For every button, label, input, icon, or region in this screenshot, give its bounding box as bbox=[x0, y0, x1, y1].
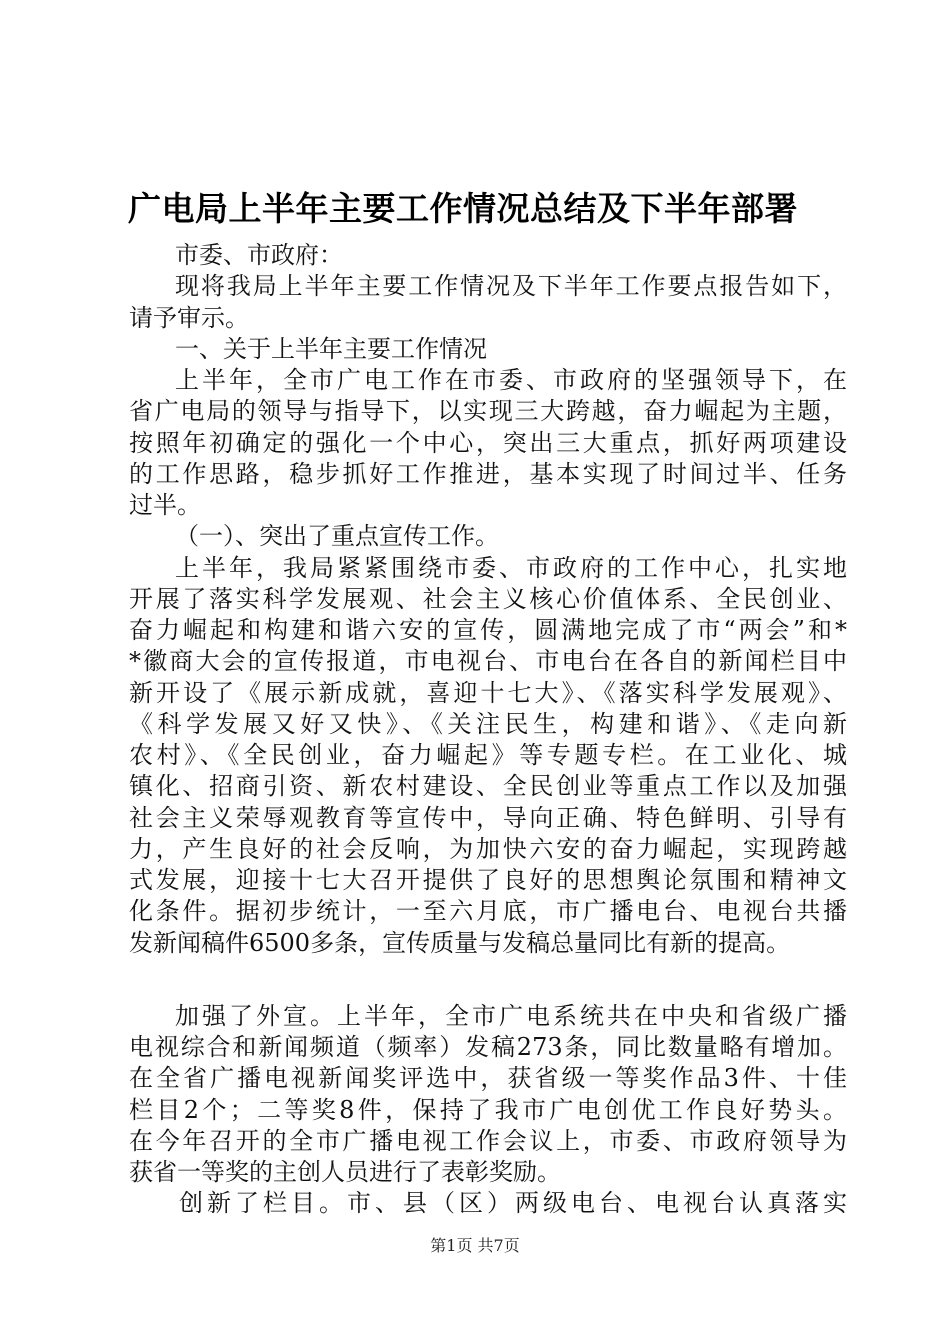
paragraph-line: 开展了落实科学发展观、社会主义核心价值体系、全民创业、 bbox=[129, 584, 847, 613]
paragraph-line: 电视综合和新闻频道（频率）发稿273条，同比数量略有增加。 bbox=[129, 1033, 847, 1061]
paragraph-line: 农村》、《全民创业，奋力崛起》等专题专栏。在工业化、城 bbox=[129, 741, 847, 769]
paragraph-innovation bbox=[129, 1188, 847, 1219]
paragraph-line: 在今年召开的全市广播电视工作会议上，市委、市政府领导为 bbox=[129, 1126, 847, 1155]
paragraph-line: 化条件。据初步统计，一至六月底，市广播电台、电视台共播 bbox=[129, 897, 847, 926]
paragraph-line: *徽商大会的宣传报道，市电视台、市电台在各自的新闻栏目中 bbox=[129, 647, 847, 676]
paragraph-line: 在全省广播电视新闻奖评选中，获省级一等奖作品3件、十佳 bbox=[129, 1064, 847, 1093]
document-body bbox=[129, 240, 847, 1220]
paragraph-line: 上半年，我局紧紧围绕市委、市政府的工作中心，扎实地 bbox=[175, 553, 847, 582]
paragraph-line: 加强了外宣。上半年，全市广电系统共在中央和省级广播 bbox=[175, 1001, 847, 1030]
paragraph-external-publicity bbox=[129, 1001, 847, 1189]
paragraph-line: 新开设了《展示新成就，喜迎十七大》、《落实科学发展观》、 bbox=[129, 678, 847, 707]
paragraph-line: 省广电局的领导与指导下，以实现三大跨越，奋力崛起为主题， bbox=[129, 397, 847, 426]
salutation: 市委、市政府： bbox=[175, 241, 343, 269]
paragraph-publicity bbox=[129, 553, 847, 959]
paragraph-spacer bbox=[129, 959, 847, 1001]
paragraph-line: 式发展，迎接十七大召开提供了良好的思想舆论氛围和精神文 bbox=[129, 866, 847, 894]
subsection-heading: （一）、突出了重点宣传工作。 bbox=[175, 522, 499, 551]
paragraph-line: 现将我局上半年主要工作情况及下半年工作要点报告如下， bbox=[175, 272, 847, 301]
paragraph-line: 按照年初确定的强化一个中心，突出三大重点，抓好两项建设 bbox=[129, 428, 847, 457]
paragraph-line: 社会主义荣辱观教育等宣传中，导向正确、特色鲜明、引导有 bbox=[129, 803, 847, 832]
paragraph-line: 发新闻稿件6500多条，宣传质量与发稿总量同比有新的提高。 bbox=[129, 928, 791, 957]
paragraph-line: 请予审示。 bbox=[129, 303, 249, 332]
paragraph-line: 栏目2个；二等奖8件，保持了我市广电创优工作良好势头。 bbox=[129, 1095, 847, 1124]
paragraph-line: 的工作思路，稳步抓好工作推进，基本实现了时间过半、任务 bbox=[129, 459, 847, 488]
paragraph-overview bbox=[129, 365, 847, 521]
paragraph-line: 力，产生良好的社会反响，为加快六安的奋力崛起，实现跨越 bbox=[129, 834, 847, 863]
document-title: 广电局上半年主要工作情况总结及下半年部署 bbox=[128, 189, 798, 228]
section-heading: 一、关于上半年主要工作情况 bbox=[175, 334, 487, 363]
paragraph-line: 镇化、招商引资、新农村建设、全民创业等重点工作以及加强 bbox=[129, 772, 847, 801]
intro-paragraph bbox=[129, 271, 847, 334]
paragraph-line: 获省一等奖的主创人员进行了表彰奖励。 bbox=[129, 1158, 561, 1186]
page-footer: 第1页 共7页 bbox=[430, 1236, 520, 1255]
paragraph-line: 奋力崛起和构建和谐六安的宣传，圆满地完成了市“两会”和* bbox=[129, 616, 847, 644]
paragraph-line: 创新了栏目。市、县（区）两级电台、电视台认真落实 bbox=[179, 1189, 847, 1218]
paragraph-line: 上半年，全市广电工作在市委、市政府的坚强领导下，在 bbox=[175, 366, 847, 394]
paragraph-line: 《科学发展又好又快》、《关注民生，构建和谐》、《走向新 bbox=[129, 709, 847, 738]
paragraph-line: 过半。 bbox=[129, 491, 201, 519]
